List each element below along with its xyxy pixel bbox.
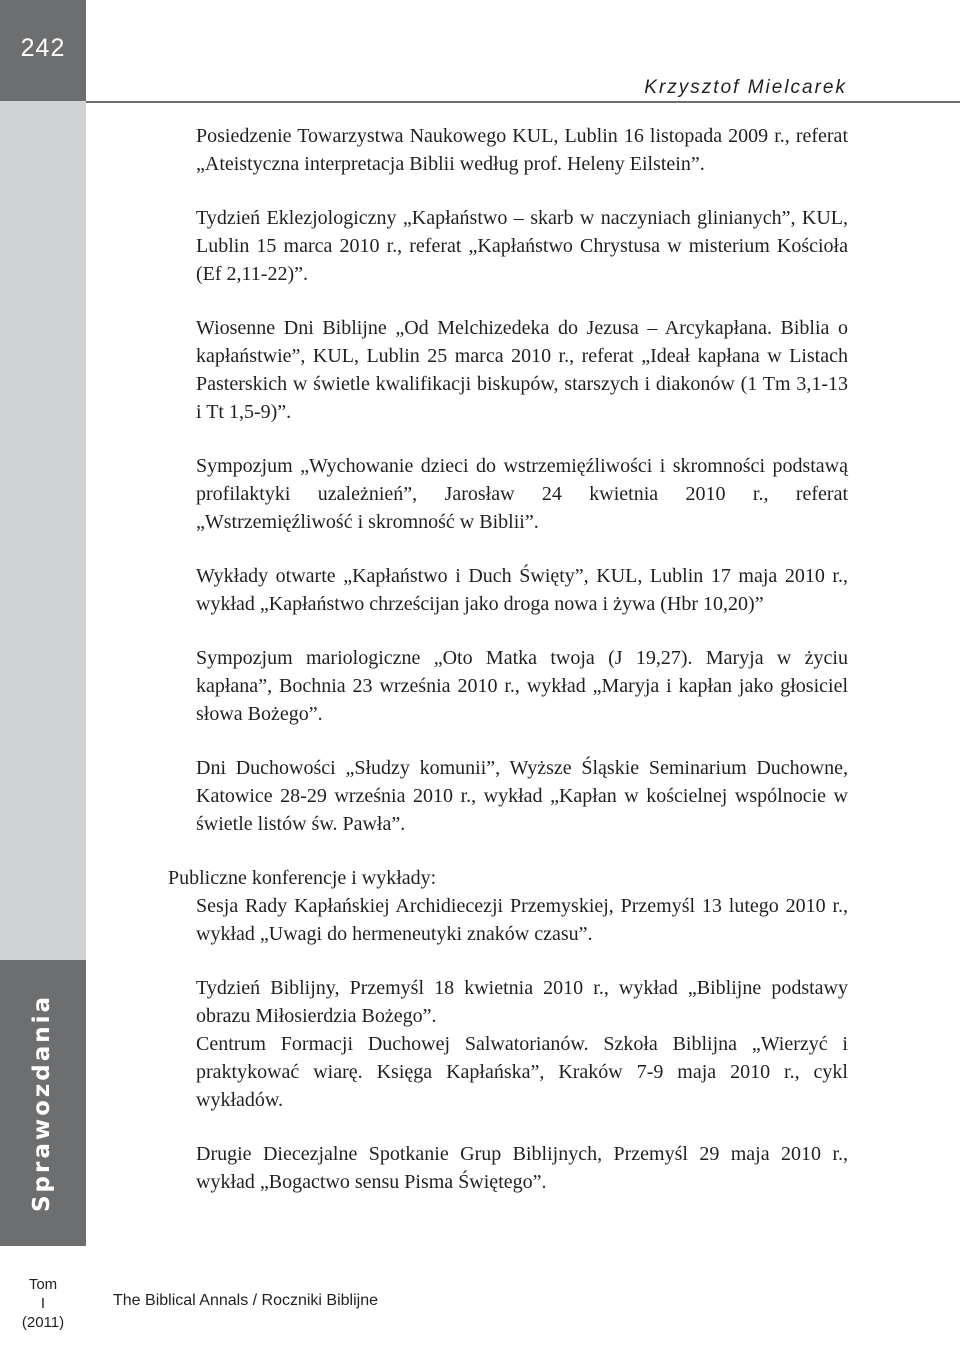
sidebar-strip (0, 101, 86, 960)
list-item: Tydzień Biblijny, Przemyśl 18 kwietnia 2010 r., wykład „Biblijne podstawy obrazu Miłosierdzia Bożego”. (196, 977, 848, 1027)
footer-volume-number: I (40, 1295, 46, 1312)
list-item: Sympozjum „Wychowanie dzieci do wstrzemięźliwości i skromności podstawą profilaktyki uzależnień”, Jarosław 24 kwietnia 2010 r., referat „Wstrzemięźliwość i skromność w Biblii”. (196, 455, 848, 533)
list-item: Dni Duchowości „Słudzy komunii”, Wyższe Śląskie Seminarium Duchowne, Katowice 28-29 września 2010 r., wykład „Kapłan w kościelnej wspólnocie w świetle listów św. Pawła”. (196, 757, 848, 835)
list-item: Drugie Diecezjalne Spotkanie Grup Biblijnych, Przemyśl 29 maja 2010 r., wykład „Bogactwo sensu Pisma Świętego”. (196, 1143, 848, 1193)
list-item: Sympozjum mariologiczne „Oto Matka twoja (J 19,27). Maryja w życiu kapłana”, Bochnia 23 września 2010 r., wykład „Maryja i kapłan jako głosiciel słowa Bożego”. (196, 647, 848, 725)
list-item: Centrum Formacji Duchowej Salwatorianów. Szkoła Biblijna „Wierzyć i praktykować wiarę. Księga Kapłańska”, Kraków 7-9 maja 2010 r., cykl wykładów. (196, 1033, 848, 1111)
footer-year: (2011) (21, 1314, 65, 1331)
page-number: 242 (20, 34, 66, 62)
page-content (168, 122, 848, 1222)
section-heading: Publiczne konferencje i wykłady: (168, 867, 437, 889)
list-item: Posiedzenie Towarzystwa Naukowego KUL, Lublin 16 listopada 2009 r., referat „Ateistyczna interpretacja Biblii według prof. Heleny Eilstein”. (196, 125, 848, 175)
list-item: Wykłady otwarte „Kapłaństwo i Duch Święty”, KUL, Lublin 17 maja 2010 r., wykład „Kapłaństwo chrześcijan jako droga nowa i żywa (Hbr 10,20)” (196, 565, 848, 615)
footer-journal-title: The Biblical Annals / Roczniki Biblijne (113, 1292, 379, 1309)
section-label: Sprawozdania (29, 993, 55, 1213)
footer-volume (0, 1275, 86, 1332)
footer-volume-word: Tom (28, 1276, 58, 1293)
header-rule (86, 101, 960, 103)
list-item: Tydzień Eklezjologiczny „Kapłaństwo – skarb w naczyniach glinianych”, KUL, Lublin 15 marca 2010 r., referat „Kapłaństwo Chrystusa w misterium Kościoła (Ef 2,11-22)”. (196, 207, 848, 285)
list-item: Sesja Rady Kapłańskiej Archidiecezji Przemyskiej, Przemyśl 13 lutego 2010 r., wykład „Uwagi do hermeneutyki znaków czasu”. (196, 895, 848, 945)
list-item: Wiosenne Dni Biblijne „Od Melchizedeka do Jezusa – Arcykapłana. Biblia o kapłaństwie”, KUL, Lublin 25 marca 2010 r., referat „Ideał kapłana w Listach Pasterskich w świetle kwalifikacji biskupów, starszych i diakonów (1 Tm 3,1-13 i Tt 1,5-9)”. (196, 317, 848, 423)
running-header-author: Krzysztof Mielcarek (644, 77, 847, 98)
